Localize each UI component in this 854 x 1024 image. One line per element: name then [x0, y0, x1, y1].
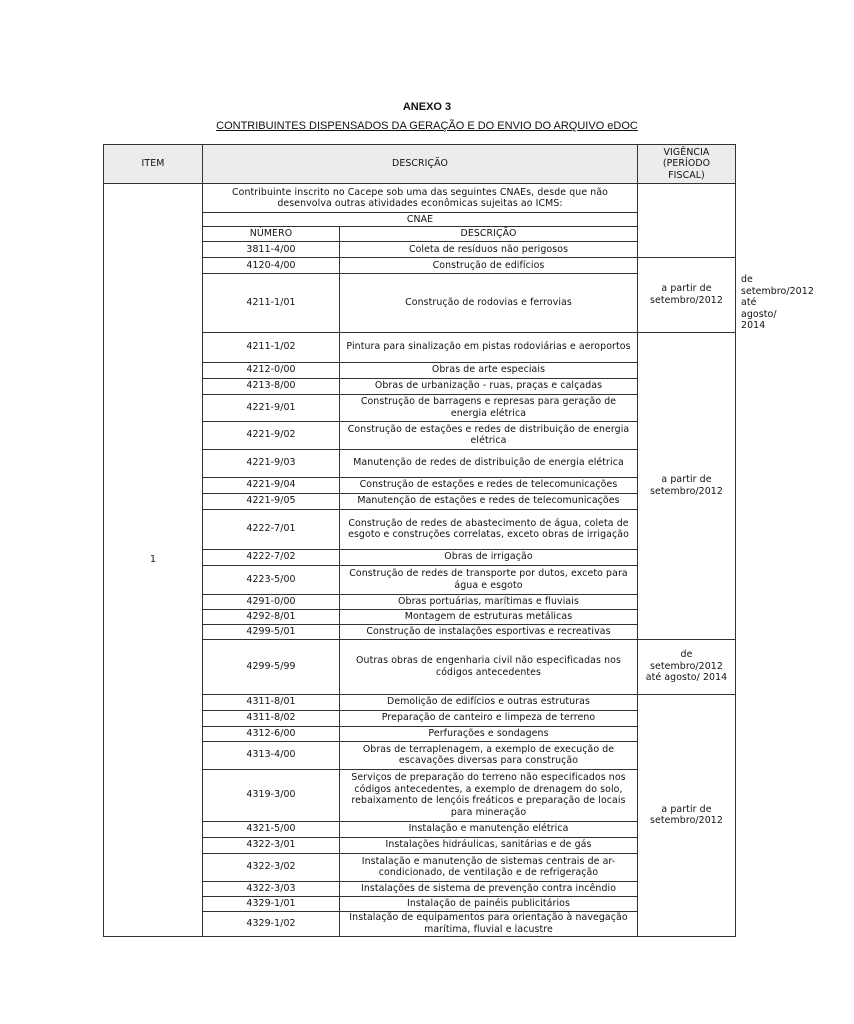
cnae-description: Instalação de painéis publicitários — [340, 896, 638, 911]
cnae-description: Construção de estações e redes de telecomunicações — [340, 477, 638, 493]
cnae-description: Construção de instalações esportivas e recreativas — [340, 624, 638, 639]
table-row: 4211-1/01 Construção de rodovias e ferrovias de setembro/2012 até agosto/ 2014 — [104, 274, 736, 333]
cnae-number: 4221-9/05 — [203, 493, 340, 509]
cnae-description: Pintura para sinalização em pistas rodoviárias e aeroportos — [340, 332, 638, 362]
cnae-number: 4223-5/00 — [203, 565, 340, 594]
cnae-number: 4329-1/02 — [203, 911, 340, 936]
cnae-description: Obras de arte especiais — [340, 362, 638, 378]
cnae-number: 4322-3/03 — [203, 881, 340, 896]
cnae-label: CNAE — [203, 213, 638, 227]
cnae-description: Perfurações e sondagens — [340, 726, 638, 741]
cnae-number: 4299-5/01 — [203, 624, 340, 639]
cnae-number: 4313-4/00 — [203, 741, 340, 769]
cnae-description: Instalação de equipamentos para orientação à navegação marítima, fluvial e lacustre — [340, 911, 638, 936]
item-number: 1 — [104, 184, 203, 937]
cnae-number: 4211-1/01 — [203, 274, 340, 333]
cnae-description: Preparação de canteiro e limpeza de terreno — [340, 710, 638, 726]
intro-row — [104, 184, 736, 213]
cnae-description: Obras de urbanização - ruas, praças e calçadas — [340, 378, 638, 394]
cnae-description: Instalação e manutenção elétrica — [340, 821, 638, 837]
intro-text: Contribuinte inscrito no Cacepe sob uma das seguintes CNAEs, desde que não desenvolva outras atividades econômicas sujeitas ao ICMS: — [203, 184, 638, 213]
cnae-description: Demolição de edifícios e outras estruturas — [340, 694, 638, 710]
vigencia-blank — [638, 184, 736, 258]
cnae-number: 4319-3/00 — [203, 769, 340, 821]
cnae-number: 4312-6/00 — [203, 726, 340, 741]
header-descricao: DESCRIÇÃO — [203, 145, 638, 184]
cnae-description: Instalações hidráulicas, sanitárias e de gás — [340, 837, 638, 853]
cnae-description: Construção de barragens e represas para geração de energia elétrica — [340, 394, 638, 421]
cnae-description: Manutenção de redes de distribuição de energia elétrica — [340, 449, 638, 477]
header-item: ITEM — [104, 145, 203, 184]
vigencia-cell: a partir de setembro/2012 — [638, 258, 736, 333]
cnae-description: Obras portuárias, marítimas e fluviais — [340, 594, 638, 609]
sub-header-numero: NÚMERO — [203, 227, 340, 242]
cnae-number: 4321-5/00 — [203, 821, 340, 837]
cnae-number: 4212-0/00 — [203, 362, 340, 378]
cnae-number: 4311-8/02 — [203, 710, 340, 726]
cnae-description: Obras de irrigação — [340, 549, 638, 565]
cnae-description: Construção de estações e redes de distribuição de energia elétrica — [340, 421, 638, 449]
cnae-number: 4329-1/01 — [203, 896, 340, 911]
sub-header-descricao: DESCRIÇÃO — [340, 227, 638, 242]
cnae-number: 4322-3/02 — [203, 853, 340, 881]
cnae-number: 4221-9/03 — [203, 449, 340, 477]
cnae-description: Obras de terraplenagem, a exemplo de execução de escavações diversas para construção — [340, 741, 638, 769]
cnae-number: 4221-9/04 — [203, 477, 340, 493]
cnae-number: 4221-9/02 — [203, 421, 340, 449]
cnae-number: 4299-5/99 — [203, 639, 340, 694]
table-header-row — [104, 145, 736, 184]
cnae-description: Construção de edifícios — [340, 258, 638, 274]
cnae-number: 4292-8/01 — [203, 609, 340, 624]
cnae-number: 4120-4/00 — [203, 258, 340, 274]
cnae-number: 4291-0/00 — [203, 594, 340, 609]
cnae-description: Outras obras de engenharia civil não especificadas nos códigos antecedentes — [340, 639, 638, 694]
header-vigencia: VIGÊNCIA (PERÍODO FISCAL) — [638, 145, 736, 184]
cnae-description: Instalação e manutenção de sistemas centrais de ar-condicionado, de ventilação e de refrigeração — [340, 853, 638, 881]
cnae-number: 4322-3/01 — [203, 837, 340, 853]
cnae-number: 3811-4/00 — [203, 242, 340, 258]
cnae-description: Construção de redes de transporte por dutos, exceto para água e esgoto — [340, 565, 638, 594]
vigencia-cell: a partir de setembro/2012 — [638, 694, 736, 936]
cnae-number: 4222-7/01 — [203, 509, 340, 549]
vigencia-cell: a partir de setembro/2012 — [638, 332, 736, 639]
cnae-number: 4221-9/01 — [203, 394, 340, 421]
cnae-number: 4311-8/01 — [203, 694, 340, 710]
annex-title: ANEXO 3 — [402, 101, 452, 113]
cnae-description: Manutenção de estações e redes de telecomunicações — [340, 493, 638, 509]
cnae-number: 4213-8/00 — [203, 378, 340, 394]
cnae-description: Instalações de sistema de prevenção contra incêndio — [340, 881, 638, 896]
cnae-description: Coleta de resíduos não perigosos — [340, 242, 638, 258]
contributors-table — [103, 144, 814, 937]
vigencia-cell: de setembro/2012 até agosto/ 2014 — [638, 639, 736, 694]
cnae-description: Construção de rodovias e ferrovias — [340, 274, 638, 333]
cnae-description: Serviços de preparação do terreno não especificados nos códigos antecedentes, a exemplo de drenagem do solo, rebaixamento de lençóis freáticos e preparação de locais para mineração — [340, 769, 638, 821]
annex-subtitle: CONTRIBUINTES DISPENSADOS DA GERAÇÃO E DO ENVIO DO ARQUIVO eDOC — [216, 120, 638, 132]
cnae-description: Montagem de estruturas metálicas — [340, 609, 638, 624]
cnae-description: Construção de redes de abastecimento de água, coleta de esgoto e construções correlatas, exceto obras de irrigação — [340, 509, 638, 549]
cnae-number: 4222-7/02 — [203, 549, 340, 565]
cnae-number: 4211-1/02 — [203, 332, 340, 362]
